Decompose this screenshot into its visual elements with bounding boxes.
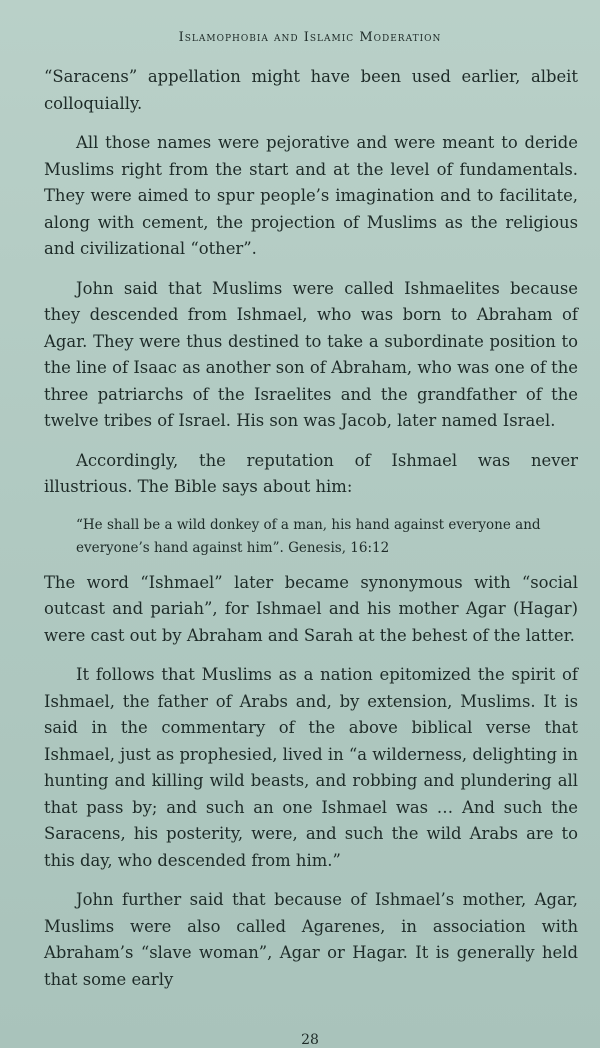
paragraph-agarenes: John further said that because of Ishmael’s mother, Agar, Muslims were also called Agarenes, in association with Abraham’s “slave woman”, Agar or Hagar. It is generally held that some early: [44, 890, 578, 989]
paragraph-ishmaelites: John said that Muslims were called Ishmaelites because they descended from Ishmael, who was born to Abraham of Agar. They were thus destined to take a subordinate position to the line of Isaac as another son of Abraham, who was one of the three patriarchs of the Israelites and the grandfather of the twelve tribes of Israel. His son was Jacob, later named Israel.: [44, 278, 578, 430]
paragraph-pejorative-names: All those names were pejorative and were meant to deride Muslims right from the start and at the level of fundamentals. They were aimed to spur people’s imagination and to facilitate, along with cement, the projection of Muslims as the religious and civilizational “other”.: [44, 133, 578, 258]
paragraph-outcast: The word “Ishmael” later became synonymous with “social outcast and pariah”, for Ishmael and his mother Agar (Hagar) were cast out by Abraham and Sarah at the behest of the latter.: [44, 572, 578, 645]
paragraph-continuation: “Saracens” appellation might have been used earlier, albeit colloquially.: [44, 67, 578, 113]
paragraph-commentary: It follows that Muslims as a nation epitomized the spirit of Ishmael, the father of Arabs and, by extension, Muslims. It is said in the commentary of the above biblical verse that Ishmael, just as prophesied, lived in “a wilderness, delighting in hunting and killing wild beasts, and robbing and plundering all that pass by; and such an one Ishmael was … And such the Saracens, his posterity, were, and such the wild Arabs are to this day, who descended from him.”: [44, 665, 578, 870]
page-number: 28: [301, 1032, 319, 1048]
paragraph-reputation: Accordingly, the reputation of Ishmael was never illustrious. The Bible says about him:: [44, 450, 578, 496]
body-text: [44, 64, 578, 1006]
running-header: Islamophobia and Islamic Moderation: [178, 30, 442, 45]
block-quote-genesis: “He shall be a wild donkey of a man, his hand against everyone and everyone’s hand against him”. Genesis, 16:12: [76, 516, 541, 556]
